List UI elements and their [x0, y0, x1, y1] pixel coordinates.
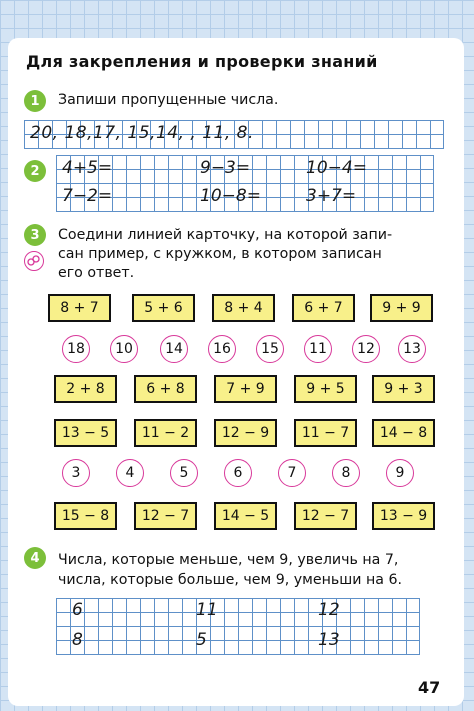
answer-circle[interactable]: 9	[386, 459, 414, 487]
task-3-line-1: Соедини линией карточку, на которой запи-	[58, 227, 393, 243]
task-3-line-2: сан пример, с кружком, в котором записан	[58, 246, 382, 262]
task-4-r2-a1: 8	[72, 630, 83, 650]
task-2-r1-c1: 4+5=	[62, 158, 113, 178]
example-card[interactable]: 12 − 7	[134, 502, 197, 530]
example-card[interactable]: 13 − 9	[372, 502, 435, 530]
example-card[interactable]: 7 + 9	[214, 375, 277, 403]
answer-circle[interactable]: 7	[278, 459, 306, 487]
example-card[interactable]: 14 − 8	[372, 419, 435, 447]
page-number: 47	[418, 678, 441, 697]
example-card[interactable]: 12 − 9	[214, 419, 277, 447]
task-2-r2-c1: 7−2=	[62, 186, 113, 206]
example-card[interactable]: 9 + 3	[372, 375, 435, 403]
example-card[interactable]: 11 − 7	[294, 419, 357, 447]
task-3-line-3: его ответ.	[58, 265, 135, 281]
example-card[interactable]: 13 − 5	[54, 419, 117, 447]
task-1-text: Запиши пропущенные числа.	[58, 92, 279, 108]
task-2-r2-c3: 3+7=	[306, 186, 357, 206]
example-card[interactable]: 6 + 7	[292, 294, 355, 322]
task-4-r1-a3: 12	[318, 600, 340, 620]
pair-work-icon	[24, 251, 44, 271]
task-2-r1-c3: 10−4=	[306, 158, 367, 178]
answer-circle[interactable]: 4	[116, 459, 144, 487]
answer-circle[interactable]: 8	[332, 459, 360, 487]
answer-circle[interactable]: 6	[224, 459, 252, 487]
task-1-answer: 20, 18,17, 15,14, , 11, 8.	[30, 123, 254, 143]
answer-circle[interactable]: 15	[256, 335, 284, 363]
page-title: Для закрепления и проверки знаний	[26, 52, 378, 71]
answer-circle[interactable]: 10	[110, 335, 138, 363]
task-4-r2-a2: 5	[196, 630, 207, 650]
example-card[interactable]: 8 + 7	[48, 294, 111, 322]
answer-circle[interactable]: 16	[208, 335, 236, 363]
task-4-r1-a2: 11	[196, 600, 218, 620]
example-card[interactable]: 6 + 8	[134, 375, 197, 403]
example-card[interactable]: 8 + 4	[212, 294, 275, 322]
answer-circle[interactable]: 18	[62, 335, 90, 363]
answer-circle[interactable]: 11	[304, 335, 332, 363]
task-4-r1-a1: 6	[72, 600, 83, 620]
answer-circle[interactable]: 3	[62, 459, 90, 487]
example-card[interactable]: 12 − 7	[294, 502, 357, 530]
task-1-badge: 1	[24, 90, 46, 112]
example-card[interactable]: 14 − 5	[214, 502, 277, 530]
task-2-badge: 2	[24, 160, 46, 182]
task-4-line-2: числа, которые больше, чем 9, уменьши на 6.	[58, 572, 402, 588]
example-card[interactable]: 15 − 8	[54, 502, 117, 530]
example-card[interactable]: 11 − 2	[134, 419, 197, 447]
task-3-badge: 3	[24, 224, 46, 246]
example-card[interactable]: 5 + 6	[132, 294, 195, 322]
answer-circle[interactable]: 5	[170, 459, 198, 487]
task-2-r1-c2: 9−3=	[200, 158, 251, 178]
task-4-r2-a3: 13	[318, 630, 340, 650]
example-card[interactable]: 9 + 9	[370, 294, 433, 322]
task-4-grid	[56, 598, 420, 655]
task-4-line-1: Числа, которые меньше, чем 9, увеличь на 7,	[58, 552, 399, 568]
answer-circle[interactable]: 12	[352, 335, 380, 363]
example-card[interactable]: 9 + 5	[294, 375, 357, 403]
example-card[interactable]: 2 + 8	[54, 375, 117, 403]
task-4-badge: 4	[24, 547, 46, 569]
answer-circle[interactable]: 14	[160, 335, 188, 363]
answer-circle[interactable]: 13	[398, 335, 426, 363]
task-2-r2-c2: 10−8=	[200, 186, 261, 206]
